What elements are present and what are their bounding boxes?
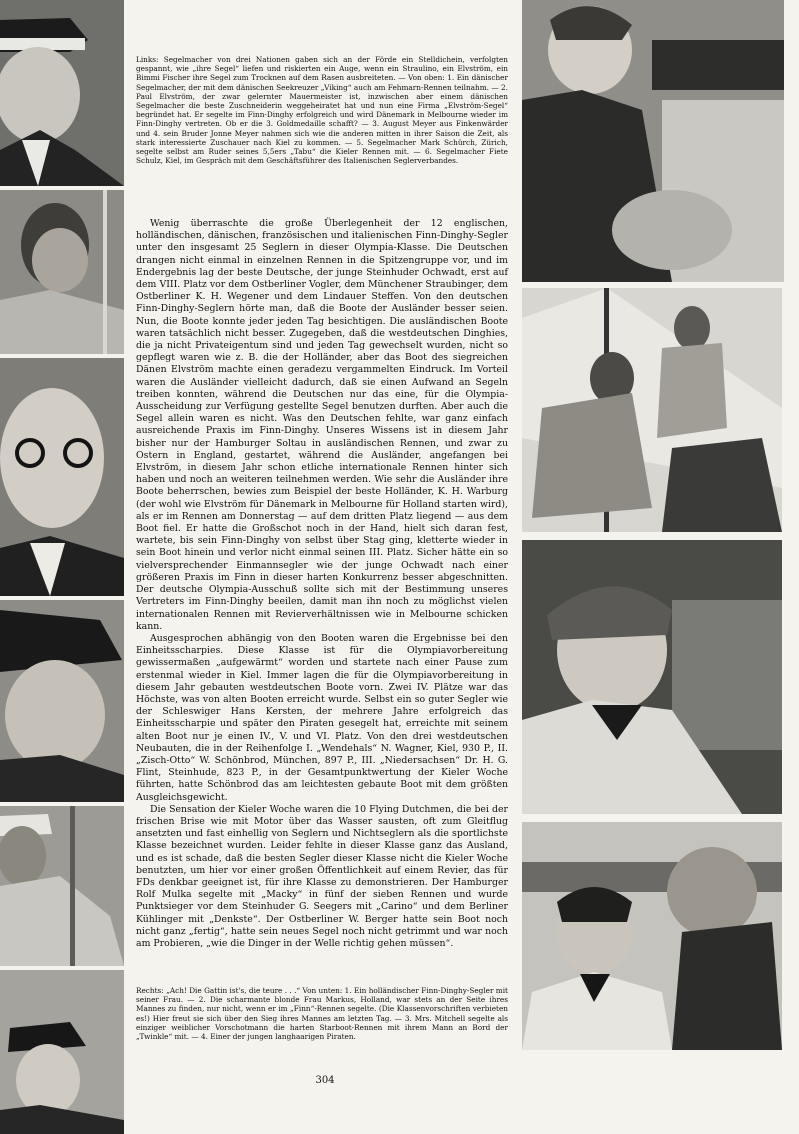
photo-langhaariger-pirat xyxy=(522,0,784,282)
body-paragraph: Wenig überraschte die große Überlegenheit der 12 englischen, holländischen, dänischen, französischen und italienischen Finn-Dinghy-Segler unter den insgesamt 25 Seglern in dieser Olympia-Klasse. Die Deutschen drangen nicht einmal in einzelnen Rennen in die Spitzengruppe vor, und im Endergebnis lag der beste Deutsche, der junge Steinhuder Ochwadt, erst auf dem VIII. Platz vor dem Ostberliner Vogler, dem Münchener Straubinger, dem Ostberliner K. H. Wegener und dem Lindauer Steffen. Von den deutschen Finn-Dinghy-Seglern hörte man, daß die Boote der Ausländer besser seien. Nun, die Boote konnte jeder jeden Tag besichtigen. Die ausländischen Boote waren tatsächlich nicht besser. Zugegeben, daß die westdeutschen Dinghies, die ja nicht Privateigentum sind und jeden Tag gewechselt wurden, nicht so gepflegt waren wie z. B. die der Holländer, aber das Boot des siegreichen Dänen Elvström machte einen geradezu vergammelten Eindruck. Im Vorteil waren die Ausländer vielleicht dadurch, daß sie einen Aufwand an Segeln treiben konnten, während die Deutschen nur das eine, für die Olympia-Ausscheidung zur Verfügung gestellte Segel benutzen durften. Aber auch die Segel allein waren es nicht. Was den Deutschen fehlte, war ganz einfach ausreichende Praxis im Finn-Dinghy. Unseres Wissens ist in diesem Jahr bisher nur der Hamburger Soltau in ausländischen Rennen, und zwar zu Ostern in England, gestartet, während die Ausländer, angefangen bei Elvström, in diesem Jahr schon etliche internationale Rennen hinter sich haben und noch an weiteren teilnehmen werden. Wie sehr die Ausländer ihre Boote beherrschen, bewies zum Beispiel der beste Holländer, K. H. Warburg (der wohl wie Elvström für Dänemark in Melbourne für Holland starten wird), als er im Rennen am Donnerstag — auf dem dritten Platz liegend — aus dem Boot fiel. Er hatte die Großschot noch in der Hand, hielt sich daran fest, wartete, bis sein Finn-Dinghy von selbst über Stag ging, kletterte wieder in sein Boot hinein und verlor nicht einmal seinen III. Platz. Sicher hätte ein so vielversprechender Einmannsegler wie der junge Ochwadt nach einer größeren Praxis im Finn in dieser harten Konkurrenz besser abgeschnitten. Der deutsche Olympia-Ausschuß sollte sich mit der Bestimmung unseres Vertreters im Finn-Dinghy beeilen, damit man ihn noch zu möglichst vielen internationalen Rennen mit Revierverhältnissen wie in Melbourne schicken kann. xyxy=(136,218,508,632)
photo-mark-schuerch xyxy=(0,806,124,966)
body-paragraph: Ausgesprochen abhängig von den Booten waren die Ergebnisse bei den Einheitsscharpies. Diese Klasse ist für die Olympiavorbereitung gewissermaßen „aufgewärmt“ worden und startete nach einer Pause zum erstenmal wieder in Kiel. Immer lagen die für die Olympiavorbereitung in diesem Jahr gebauten westdeutschen Boote vorn. Zwei IV. Plätze war das Höchste, was von alten Booten erreicht wurde. Selbst ein so guter Segler wie der Schleswiger Hans Kersten, der mehrere Jahre erfolgreich das Einheitsscharpie und später den Piraten gesegelt hat, erreichte mit seinem alten Boot nur je einen IV., V. und VI. Platz. Von den drei westdeutschen Neubauten, die in der Reihenfolge I. „Wendehals“ N. Wagner, Kiel, 930 P., II. „Zisch-Otto“ W. Schönbrod, München, 897 P., III. „Niedersachsen“ Dr. H. G. Flint, Steinhude, 823 P., in der Gesamtpunktwertung der Kieler Woche führten, hatte Schönbrod das am leichtesten gebaute Boot mit dem größten Ausgleichsgewicht. xyxy=(136,632,508,803)
article-body xyxy=(136,218,508,950)
photo-sailmaker-danish xyxy=(0,0,124,186)
photo-mrs-mitchell xyxy=(522,288,782,532)
body-paragraph: Die Sensation der Kieler Woche waren die 10 Flying Dutchmen, die bei der frischen Brise wie mit Motor über das Wasser sausten, oft zum Gleitflug ansetzten und fast einhellig von Seglern und Nichtseglern als die sportlichste Klasse bezeichnet wurden. Leider fehlte in dieser Klasse ganz das Ausland, und es ist schade, daß die besten Segler dieser Klasse nicht die Kieler Woche benutzten, um hier vor einer großen Öffentlichkeit auf einem Revier, das für FDs denkbar geeignet ist, für ihre Klasse zu demonstrieren. Der Hamburger Rolf Mulka segelte mit „Macky“ in fünf der sieben Rennen und wurde Punktsieger vor dem Steinhuder G. Seegers mit „Carino“ und dem Berliner Kühlinger mit „Denkste“. Der Ostberliner W. Berger hatte sein Boot noch nicht ganz „fertig“, hatte sein neues Segel noch nicht getrimmt und war noch am Probieren, „wie die Dinger in der Welle richtig gehen müssen“. xyxy=(136,803,508,949)
photo-august-meyer xyxy=(0,358,124,596)
photo-fiete-schulz xyxy=(0,970,124,1134)
photo-jonne-meyer xyxy=(0,600,124,802)
photo-frau-markus xyxy=(522,540,782,814)
page-number: 304 xyxy=(315,1075,335,1086)
caption-top: Links: Segelmacher von drei Nationen gaben sich an der Förde ein Stelldichein, verfolgten gespannt, wie „ihre Segel“ liefen und riskierten ein Auge, wenn ein Straulino, ein Elvström, ein Bimmi Fischer ihre Segel zum Trocknen auf dem Rasen ausbreiteten. — Von oben: 1. Ein dänischer Segelmacher, der mit dem dänischen Seekreuzer „Viking“ auch am Fehmarn-Rennen teilnahm. — 2. Paul Elvström, der zwar gelernter Mauermeister ist, inzwischen aber einem dänischen Segelmacher die beste Zuschneiderin weggeheiratet hat und nun eine Firma „Elvström-Segel“ begründet hat. Er segelte im Finn-Dinghy erfolgreich und wird Dänemark in Melbourne wieder im Finn-Dinghy vertreten. Ob er die 3. Goldmedaille schafft? — 3. August Meyer aus Finkenwärder und 4. sein Bruder Jonne Meyer nahmen sich wie die anderen mitten in ihrer Saison die Zeit, als stark interessierte Zuschauer nach Kiel zu kommen. — 5. Segelmacher Mark Schürch, Zürich, segelte selbst am Ruder seines 5,5ers „Tabu“ die Kieler Rennen mit. — 6. Segelmacher Fiete Schulz, Kiel, im Gespräch mit dem Geschäftsführer des Italienischen Seglerverbandes. xyxy=(136,55,508,166)
photo-hollaendischer-segler-mit-frau xyxy=(522,822,782,1050)
photo-paul-elvstroem xyxy=(0,190,124,354)
caption-bottom: Rechts: „Ach! Die Gattin ist's, die teure . . .“ Von unten: 1. Ein holländischer Finn-Dinghy-Segler mit seiner Frau. — 2. Die scharmante blonde Frau Markus, Holland, war stets an der Seite ihres Mannes zu finden, nur nicht, wenn er im „Finn“-Rennen segelte. (Die Klassenvorschriften verbieten es!) Hier freut sie sich über den Sieg ihres Mannes am letzten Tag. — 3. Mrs. Mitchell segelte als einziger weiblicher Vorschotmann die harten Starboot-Rennen mit ihrem Mann an Bord der „Twinkle“ mit. — 4. Einer der jungen langhaarigen Piraten. xyxy=(136,986,508,1042)
